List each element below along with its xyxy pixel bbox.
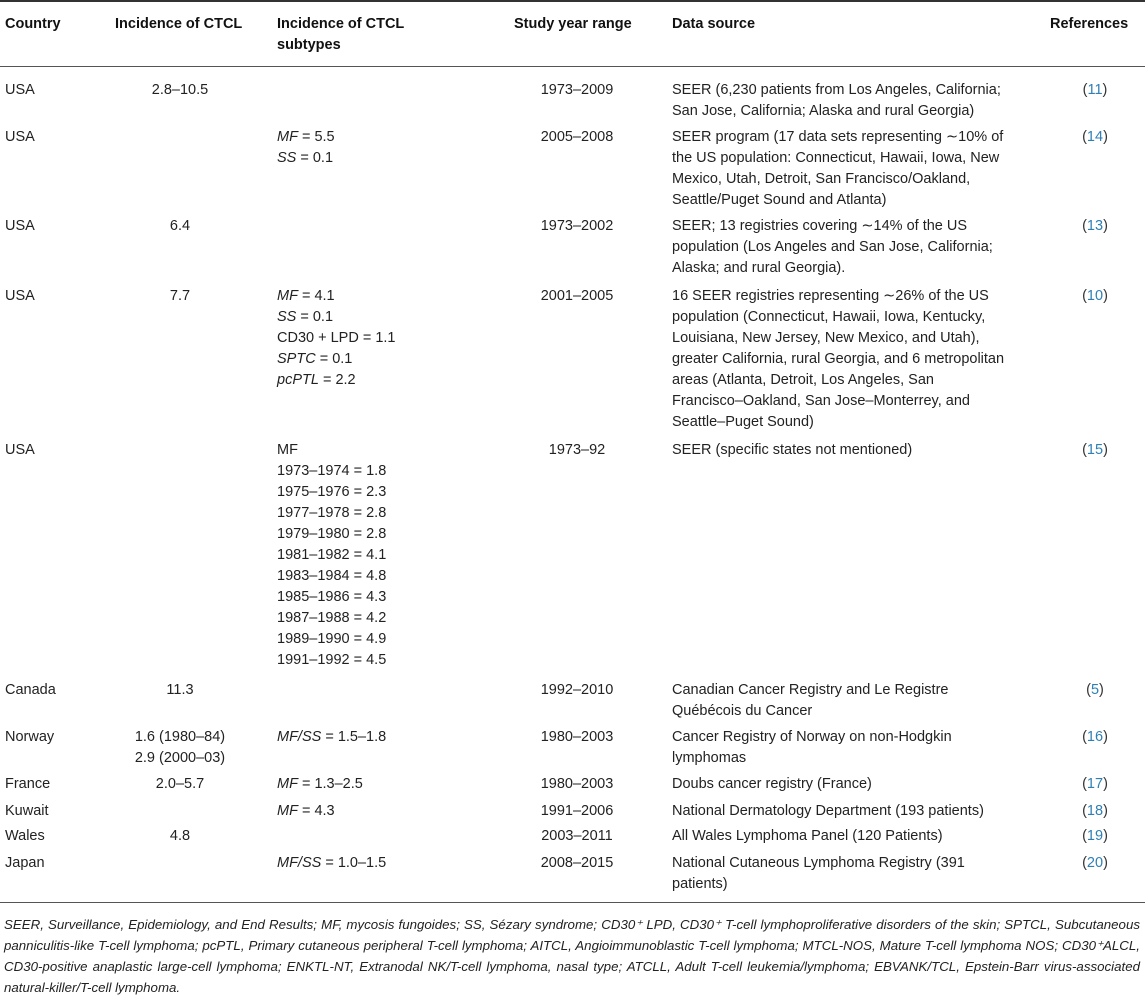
source-line: Francisco–Oakland, San Jose–Monterrey, and xyxy=(672,393,970,409)
cell-source xyxy=(672,680,948,722)
subtype-value: 1983–1984 = 4.8 xyxy=(277,568,387,584)
cell-years: 2003–2011 xyxy=(541,828,613,844)
header-subtypes xyxy=(277,14,404,56)
cell-incidence xyxy=(100,680,260,701)
cell-incidence xyxy=(100,774,260,795)
source-line: SEER; 13 registries covering ∼14% of the US xyxy=(672,218,968,234)
header-years: Study year range xyxy=(514,16,632,32)
cell-country: Japan xyxy=(5,855,45,871)
subtype-value: 1985–1986 = 4.3 xyxy=(277,589,387,605)
source-line: Seattle/Puget Sound and Atlanta) xyxy=(672,192,887,208)
incidence-line: 11.3 xyxy=(166,682,194,698)
header-country: Country xyxy=(5,16,61,32)
subtype-line xyxy=(277,482,386,503)
subtype-value: 1987–1988 = 4.2 xyxy=(277,610,387,626)
source-line: Alaska; and rural Georgia). xyxy=(672,260,846,276)
subtype-value: = 5.5 xyxy=(297,129,335,145)
subtype-value: 1977–1978 = 2.8 xyxy=(277,505,387,521)
cell-years: 1973–2009 xyxy=(540,82,614,98)
cell-country: Canada xyxy=(5,682,56,698)
subtype-line xyxy=(277,587,386,608)
source-line: population (Los Angeles and San Jose, California; xyxy=(672,239,993,255)
subtype-value: 1973–1974 = 1.8 xyxy=(277,463,387,479)
subtype-value: 1979–1980 = 2.8 xyxy=(277,526,387,542)
source-line: San Jose, California; Alaska and rural Georgia) xyxy=(672,103,975,119)
cell-reference: (16) xyxy=(1082,729,1108,745)
cell-subtypes xyxy=(277,727,386,748)
header-subtypes-line2: subtypes xyxy=(277,37,341,53)
subtype-value: MF xyxy=(277,442,298,458)
subtype-line xyxy=(277,148,335,169)
reference-link[interactable]: 11 xyxy=(1087,82,1103,98)
source-line: Canadian Cancer Registry and Le Registre xyxy=(672,682,949,698)
incidence-line: 2.8–10.5 xyxy=(151,82,209,98)
cell-reference: (11) xyxy=(1082,82,1108,98)
cell-years: 1973–92 xyxy=(548,442,606,458)
cell-years: 2001–2005 xyxy=(540,288,614,304)
reference-link[interactable]: 13 xyxy=(1086,218,1104,234)
cell-incidence xyxy=(100,80,260,101)
cell-reference: (5) xyxy=(1086,682,1104,698)
cell-country: USA xyxy=(5,218,35,234)
cell-years: 1992–2010 xyxy=(540,682,614,698)
subtype-value: = 0.1 xyxy=(296,309,334,325)
subtype-line xyxy=(277,566,386,587)
cell-reference: (13) xyxy=(1082,218,1108,234)
incidence-line: 4.8 xyxy=(169,828,191,844)
cell-country: USA xyxy=(5,82,35,98)
cell-incidence xyxy=(100,826,260,847)
source-line: SEER (specific states not mentioned) xyxy=(672,442,913,458)
cell-incidence xyxy=(100,286,260,307)
header-incidence: Incidence of CTCL xyxy=(115,16,243,32)
incidence-line: 7.7 xyxy=(169,288,191,304)
incidence-line: 1.6 (1980–84) xyxy=(134,729,226,745)
subtype-line xyxy=(277,127,335,148)
subtype-abbrev: MF/SS xyxy=(277,855,322,871)
reference-link[interactable]: 15 xyxy=(1086,442,1104,458)
source-line: National Cutaneous Lymphoma Registry (391 xyxy=(672,855,965,871)
cell-country: USA xyxy=(5,288,35,304)
cell-subtypes xyxy=(277,853,386,874)
subtype-value: 1989–1990 = 4.9 xyxy=(277,631,387,647)
subtype-abbrev: MF xyxy=(277,776,298,792)
subtype-line xyxy=(277,349,396,370)
subtype-value: CD30 + LPD = 1.1 xyxy=(277,330,396,346)
reference-link[interactable]: 5 xyxy=(1090,682,1100,698)
source-line: areas (Atlanta, Detroit, Los Angeles, San xyxy=(672,372,934,388)
subtype-value: = 1.3–2.5 xyxy=(297,776,363,792)
cell-reference: (18) xyxy=(1082,803,1108,819)
incidence-line: 2.9 (2000–03) xyxy=(134,750,226,766)
subtype-abbrev: MF xyxy=(277,803,298,819)
source-line: SEER program (17 data sets representing ∼10% of xyxy=(672,129,1004,145)
reference-link[interactable]: 16 xyxy=(1086,729,1104,745)
source-line: Québécois du Cancer xyxy=(672,703,813,719)
cell-country: France xyxy=(5,776,51,792)
subtype-abbrev: MF xyxy=(277,129,298,145)
subtype-abbrev: MF/SS xyxy=(277,729,322,745)
subtype-line xyxy=(277,650,386,671)
cell-source xyxy=(672,216,993,279)
cell-years: 2008–2015 xyxy=(540,855,614,871)
cell-subtypes xyxy=(277,801,335,822)
subtype-line xyxy=(277,370,396,391)
cell-incidence xyxy=(100,216,260,237)
cell-country: Kuwait xyxy=(5,803,49,819)
cell-incidence xyxy=(100,727,260,769)
reference-link[interactable]: 17 xyxy=(1086,776,1104,792)
cell-years: 1980–2003 xyxy=(540,776,614,792)
subtype-abbrev: SS xyxy=(277,309,297,325)
source-line: lymphomas xyxy=(672,750,747,766)
table-top-rule xyxy=(0,0,1145,2)
subtype-line xyxy=(277,503,386,524)
source-line: Cancer Registry of Norway on non-Hodgkin xyxy=(672,729,952,745)
subtype-line xyxy=(277,727,386,748)
cell-source xyxy=(672,826,943,847)
subtype-line xyxy=(277,545,386,566)
subtype-line xyxy=(277,286,396,307)
table-footnote: SEER, Surveillance, Epidemiology, and End Results; MF, mycosis fungoides; SS, Sézary syndrome; CD30⁺ LPD, CD30⁺ T-cell lymphoproliferative disorders of the skin; SPTCL, Subcutaneous panniculitis-like T-cell lymphoma; pcPTL, Primary cutaneous peripheral T-cell lymphoma; AITCL, Angioimmunoblastic T-cell lymphoma; MTCL-NOS, Mature T-cell lymphoma NOS; CD30⁺ALCL, CD30-positive anaplastic large-cell lymphoma; ENKTL-NT, Extranodal NK/T-cell lymphoma, nasal type; ATCLL, Adult T-cell leukemia/lymphoma; EBVANK/TCL, Epstein-Barr virus-associated natural-killer/T-cell lymphoma. xyxy=(4,917,1140,995)
subtype-line xyxy=(277,608,386,629)
header-references: References xyxy=(1050,16,1129,32)
cell-country: Wales xyxy=(5,828,45,844)
source-line: Doubs cancer registry (France) xyxy=(672,776,872,792)
source-line: Seattle–Puget Sound) xyxy=(672,414,814,430)
subtype-value: = 0.1 xyxy=(315,351,353,367)
subtype-value: = 4.1 xyxy=(297,288,335,304)
source-line: population (Connecticut, Hawaii, Iowa, Kentucky, xyxy=(672,309,986,325)
cell-source xyxy=(672,440,912,461)
source-line: SEER (6,230 patients from Los Angeles, California; xyxy=(672,82,1001,98)
cell-reference: (10) xyxy=(1082,288,1108,304)
subtype-abbrev: SPTC xyxy=(277,351,316,367)
cell-source xyxy=(672,80,1001,122)
cell-subtypes xyxy=(277,127,335,169)
cell-reference: (20) xyxy=(1082,855,1108,871)
reference-link[interactable]: 20 xyxy=(1086,855,1104,871)
cell-reference: (19) xyxy=(1082,828,1108,844)
reference-link[interactable]: 14 xyxy=(1086,129,1104,145)
subtype-line xyxy=(277,440,386,461)
cell-source xyxy=(672,801,984,822)
subtype-abbrev: pcPTL xyxy=(277,372,319,388)
source-line: National Dermatology Department (193 patients) xyxy=(672,803,984,819)
source-line: 16 SEER registries representing ∼26% of the US xyxy=(672,288,989,304)
table-bottom-rule xyxy=(0,902,1145,903)
cell-subtypes xyxy=(277,286,396,391)
cell-reference: (15) xyxy=(1082,442,1108,458)
reference-link[interactable]: 18 xyxy=(1086,803,1104,819)
incidence-line: 2.0–5.7 xyxy=(155,776,205,792)
cell-source xyxy=(672,286,1004,433)
subtype-line xyxy=(277,328,396,349)
reference-link[interactable]: 19 xyxy=(1086,828,1104,844)
subtype-line xyxy=(277,774,363,795)
subtype-value: 1975–1976 = 2.3 xyxy=(277,484,387,500)
cell-years: 1980–2003 xyxy=(540,729,614,745)
source-line: Louisiana, New Jersey, New Mexico, and Utah), xyxy=(672,330,980,346)
cell-source xyxy=(672,853,965,895)
cell-country: Norway xyxy=(5,729,55,745)
reference-link[interactable]: 10 xyxy=(1086,288,1104,304)
subtype-line xyxy=(277,853,386,874)
cell-years: 2005–2008 xyxy=(540,129,614,145)
subtype-line xyxy=(277,307,396,328)
subtype-line xyxy=(277,801,335,822)
cell-subtypes xyxy=(277,440,386,671)
incidence-line: 6.4 xyxy=(169,218,191,234)
subtype-value: = 1.5–1.8 xyxy=(321,729,387,745)
cell-years: 1973–2002 xyxy=(540,218,614,234)
cell-country: USA xyxy=(5,129,35,145)
cell-source xyxy=(672,127,1003,211)
header-source: Data source xyxy=(672,16,756,32)
subtype-line xyxy=(277,629,386,650)
subtype-abbrev: SS xyxy=(277,150,297,166)
subtype-value: = 0.1 xyxy=(296,150,334,166)
cell-source xyxy=(672,727,952,769)
subtype-value: = 2.2 xyxy=(318,372,356,388)
source-line: patients) xyxy=(672,876,728,892)
source-line: All Wales Lymphoma Panel (120 Patients) xyxy=(672,828,943,844)
header-subtypes-line1: Incidence of CTCL xyxy=(277,16,405,32)
cell-subtypes xyxy=(277,774,363,795)
subtype-line xyxy=(277,524,386,545)
subtype-value: = 1.0–1.5 xyxy=(321,855,387,871)
subtype-line xyxy=(277,461,386,482)
header-rule xyxy=(0,66,1145,67)
cell-reference: (17) xyxy=(1082,776,1108,792)
cell-country: USA xyxy=(5,442,35,458)
cell-years: 1991–2006 xyxy=(540,803,614,819)
cell-reference: (14) xyxy=(1082,129,1108,145)
subtype-value: 1981–1982 = 4.1 xyxy=(277,547,387,563)
source-line: Mexico, Utah, Detroit, San Francisco/Oakland, xyxy=(672,171,971,187)
source-line: greater California, rural Georgia, and 6 metropolitan xyxy=(672,351,1005,367)
subtype-value: = 4.3 xyxy=(297,803,335,819)
subtype-value: 1991–1992 = 4.5 xyxy=(277,652,387,668)
source-line: the US population: Connecticut, Hawaii, Iowa, New xyxy=(672,150,1000,166)
cell-source xyxy=(672,774,872,795)
subtype-abbrev: MF xyxy=(277,288,298,304)
